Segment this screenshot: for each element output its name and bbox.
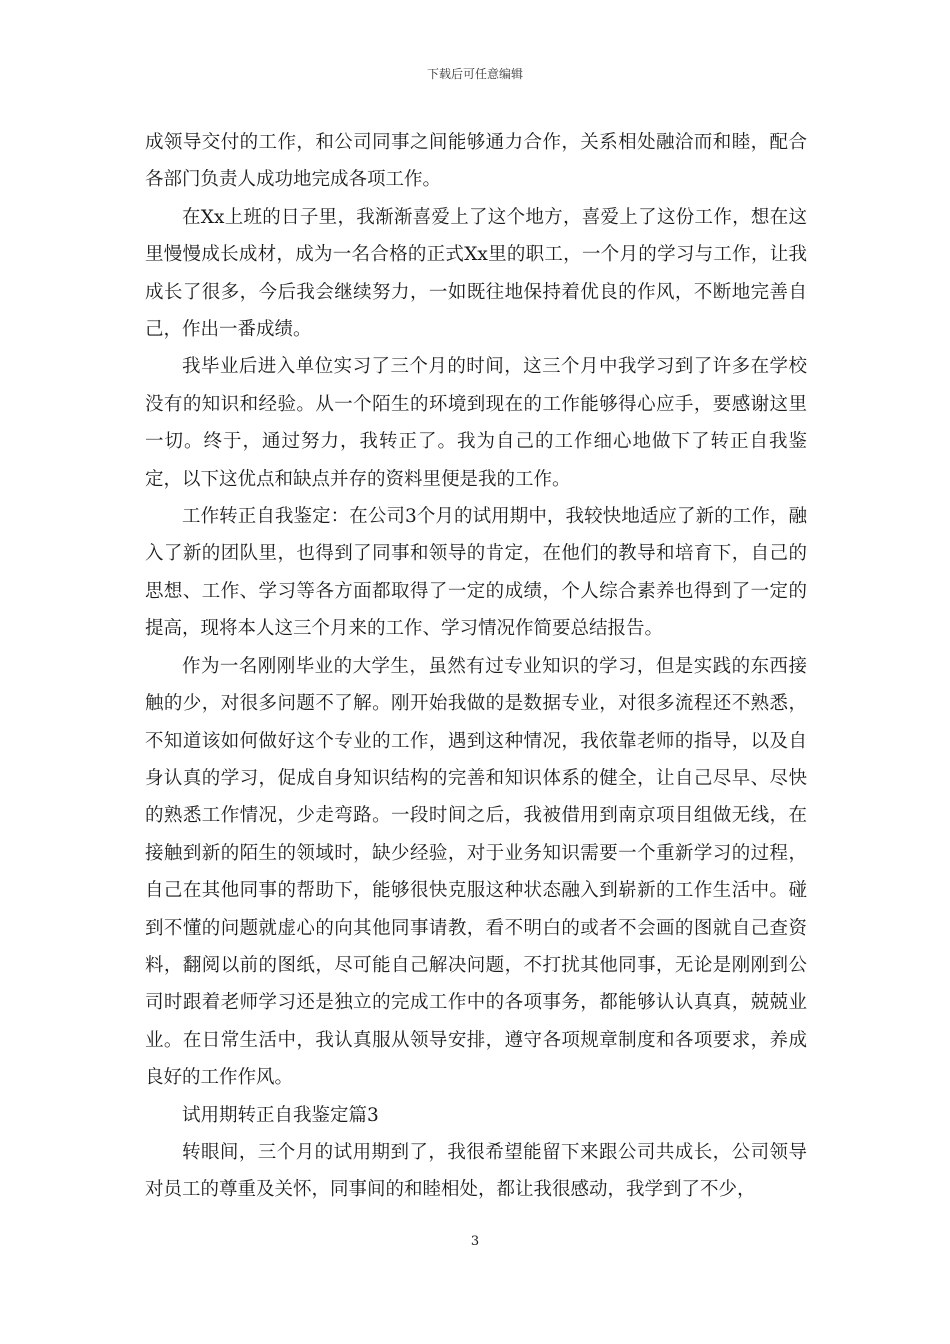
paragraph: 在Xx上班的日子里，我渐渐喜爱上了这个地方，喜爱上了这份工作，想在这里慢慢成长成材，成为一名合格的正式Xx里的职工，一个月的学习与工作，让我成长了很多，今后我会继续努力，一如既往地保持着优良的作风，不断地完善自己，作出一番成绩。 <box>145 206 807 341</box>
paragraph: 作为一名刚刚毕业的大学生，虽然有过专业知识的学习，但是实践的东西接触的少，对很多问题不了解。刚开始我做的是数据专业，对很多流程还不熟悉，不知道该如何做好这个专业的工作，遇到这种情况，我依靠老师的指导，以及自身认真的学习，促成自身知识结构的完善和知识体系的健全，让自己尽早、尽快的熟悉工作情况，少走弯路。一段时间之后，我被借用到南京项目组做无线，在接触到新的陌生的领域时，缺少经验，对于业务知识需要一个重新学习的过程，自己在其他同事的帮助下，能够很快克服这种状态融入到崭新的工作生活中。碰到不懂的问题就虚心的向其他同事请教，看不明白的或者不会画的图就自己查资料，翻阅以前的图纸，尽可能自己解决问题，不打扰其他同事，无论是刚刚到公司时跟着老师学习还是独立的完成工作中的各项事务，都能够认认真真，兢兢业业。在日常生活中，我认真服从领导安排，遵守各项规章制度和各项要求，养成良好的工作作风。 <box>145 655 807 1089</box>
document-body <box>145 124 807 1209</box>
paragraph: 我毕业后进入单位实习了三个月的时间，这三个月中我学习到了许多在学校没有的知识和经验。从一个陌生的环境到现在的工作能够得心应手，要感谢这里一切。终于，通过努力，我转正了。我为自己的工作细心地做下了转正自我鉴定，以下这优点和缺点并存的资料里便是我的工作。 <box>145 356 807 490</box>
page-header: 下载后可任意编辑 <box>426 67 523 81</box>
section-heading: 试用期转正自我鉴定篇3 <box>182 1104 379 1126</box>
paragraph: 工作转正自我鉴定：在公司3个月的试用期中，我较快地适应了新的工作，融入了新的团队里，也得到了同事和领导的肯定，在他们的教导和培育下，自己的思想、工作、学习等各方面都取得了一定的成绩，个人综合素养也得到了一定的提高，现将本人这三个月来的工作、学习情况作简要总结报告。 <box>145 506 807 640</box>
paragraph-continuation: 成领导交付的工作，和公司同事之间能够通力合作，关系相处融洽而和睦，配合各部门负责人成功地完成各项工作。 <box>145 132 807 191</box>
paragraph: 转眼间，三个月的试用期到了，我很希望能留下来跟公司共成长，公司领导对员工的尊重及关怀，同事间的和睦相处，都让我很感动，我学到了不少， <box>145 1141 807 1201</box>
page-number: 3 <box>470 1234 480 1249</box>
